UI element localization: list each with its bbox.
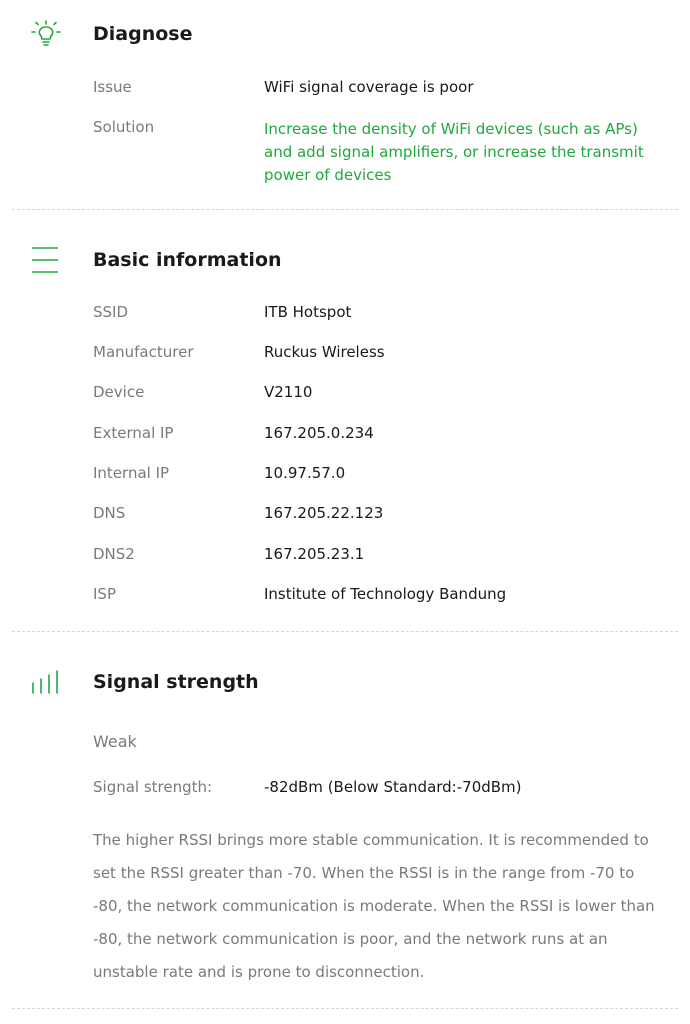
info-label: ISP [93,585,116,603]
signal-strength-label: Signal strength: [93,778,213,796]
info-row [93,343,670,367]
info-value: 167.205.23.1 [264,545,365,563]
info-label: External IP [93,424,174,442]
info-label: DNS [93,504,126,522]
info-value: V2110 [264,383,313,401]
info-value: 167.205.0.234 [264,424,374,442]
divider [12,631,678,632]
signal-bars-icon [30,669,62,699]
info-label: SSID [93,303,129,321]
info-row [93,383,670,407]
signal-title: Signal strength [93,671,259,693]
info-value: Ruckus Wireless [264,343,385,361]
signal-description: The higher RSSI brings more stable communication. It is recommended to set the RSSI greater than -70. When the RSSI is in the range from -70 to -80, the network communication is moderate. When the RSSI is lower than -80, the network communication is poor, and the network runs at an unstable rate and is prone to disconnection. [93,831,655,981]
issue-value: WiFi signal coverage is poor [264,78,474,96]
info-row [93,303,670,327]
issue-row [93,78,670,102]
diagnose-title: Diagnose [93,23,193,45]
issue-label: Issue [93,78,132,96]
info-row [93,545,670,569]
info-label: Device [93,383,145,401]
info-row [93,424,670,448]
list-icon [30,246,60,278]
info-label: DNS2 [93,545,135,563]
info-label: Internal IP [93,464,170,482]
signal-level: Weak [93,732,137,751]
info-row [93,504,670,528]
info-row [93,585,670,609]
info-value: 167.205.22.123 [264,504,384,522]
signal-strength-value: -82dBm (Below Standard:-70dBm) [264,778,522,796]
divider [12,1008,678,1009]
info-label: Manufacturer [93,343,194,361]
solution-value: Increase the density of WiFi devices (such as APs) and add signal amplifiers, or increase the transmit power of devices [264,120,644,184]
info-row [93,464,670,488]
basic-info-title: Basic information [93,249,282,271]
lightbulb-icon [30,20,62,54]
info-value: Institute of Technology Bandung [264,585,507,603]
solution-label: Solution [93,118,155,136]
info-value: 10.97.57.0 [264,464,346,482]
info-value: ITB Hotspot [264,303,352,321]
divider [12,209,678,210]
